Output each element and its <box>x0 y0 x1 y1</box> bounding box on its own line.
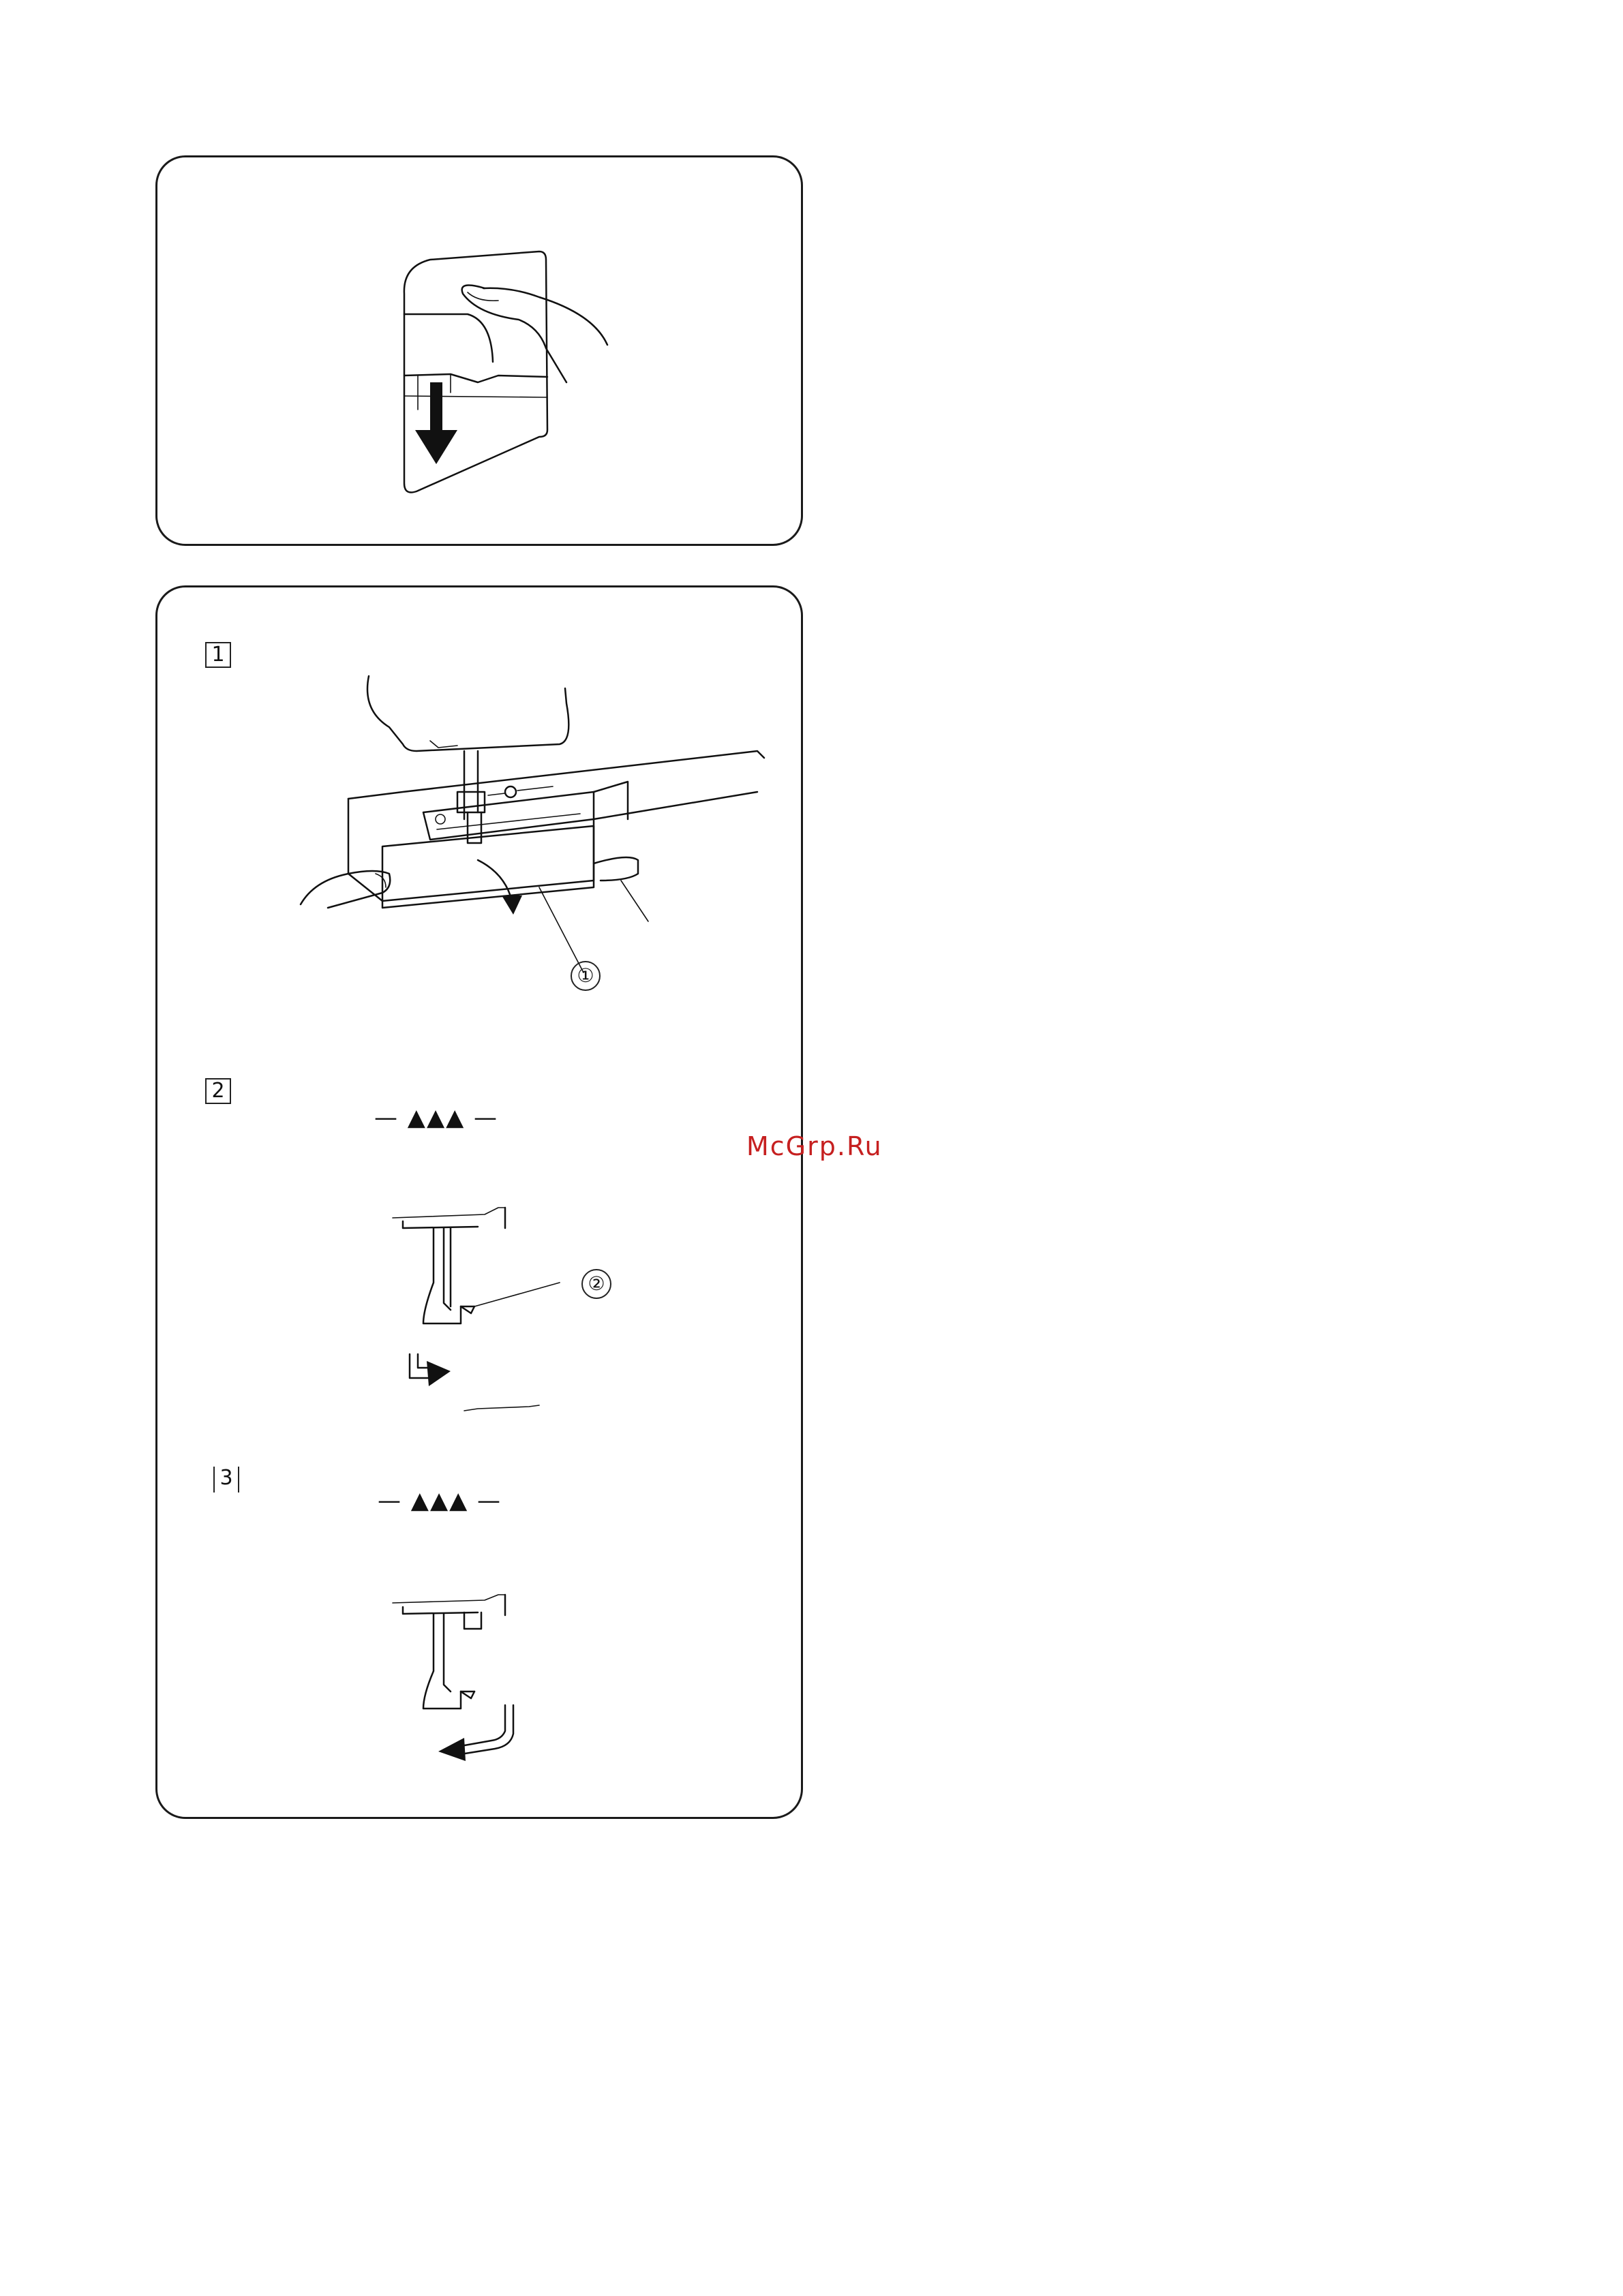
step-number-3: 3 <box>213 1467 239 1493</box>
down-arrow-icon <box>410 369 464 471</box>
callout-1: ① <box>571 961 601 991</box>
watermark: McGrp.Ru <box>746 1131 883 1161</box>
step-number-2: 2 <box>205 1078 231 1104</box>
figure-panel-top <box>155 155 803 546</box>
stitch-mode-indicator-3: — ▲▲▲ — <box>378 1487 502 1514</box>
finger-press-icon <box>157 157 805 548</box>
figure-panel-bottom <box>155 585 803 1819</box>
free-arm-removal-illustration <box>157 1187 805 1460</box>
accessory-cover-illustration <box>157 587 805 1010</box>
free-arm-attach-illustration <box>157 1576 805 1814</box>
stitch-mode-indicator: — ▲▲▲ — <box>374 1104 499 1131</box>
callout-2: ② <box>581 1269 611 1299</box>
step-number-1: 1 <box>205 642 231 668</box>
